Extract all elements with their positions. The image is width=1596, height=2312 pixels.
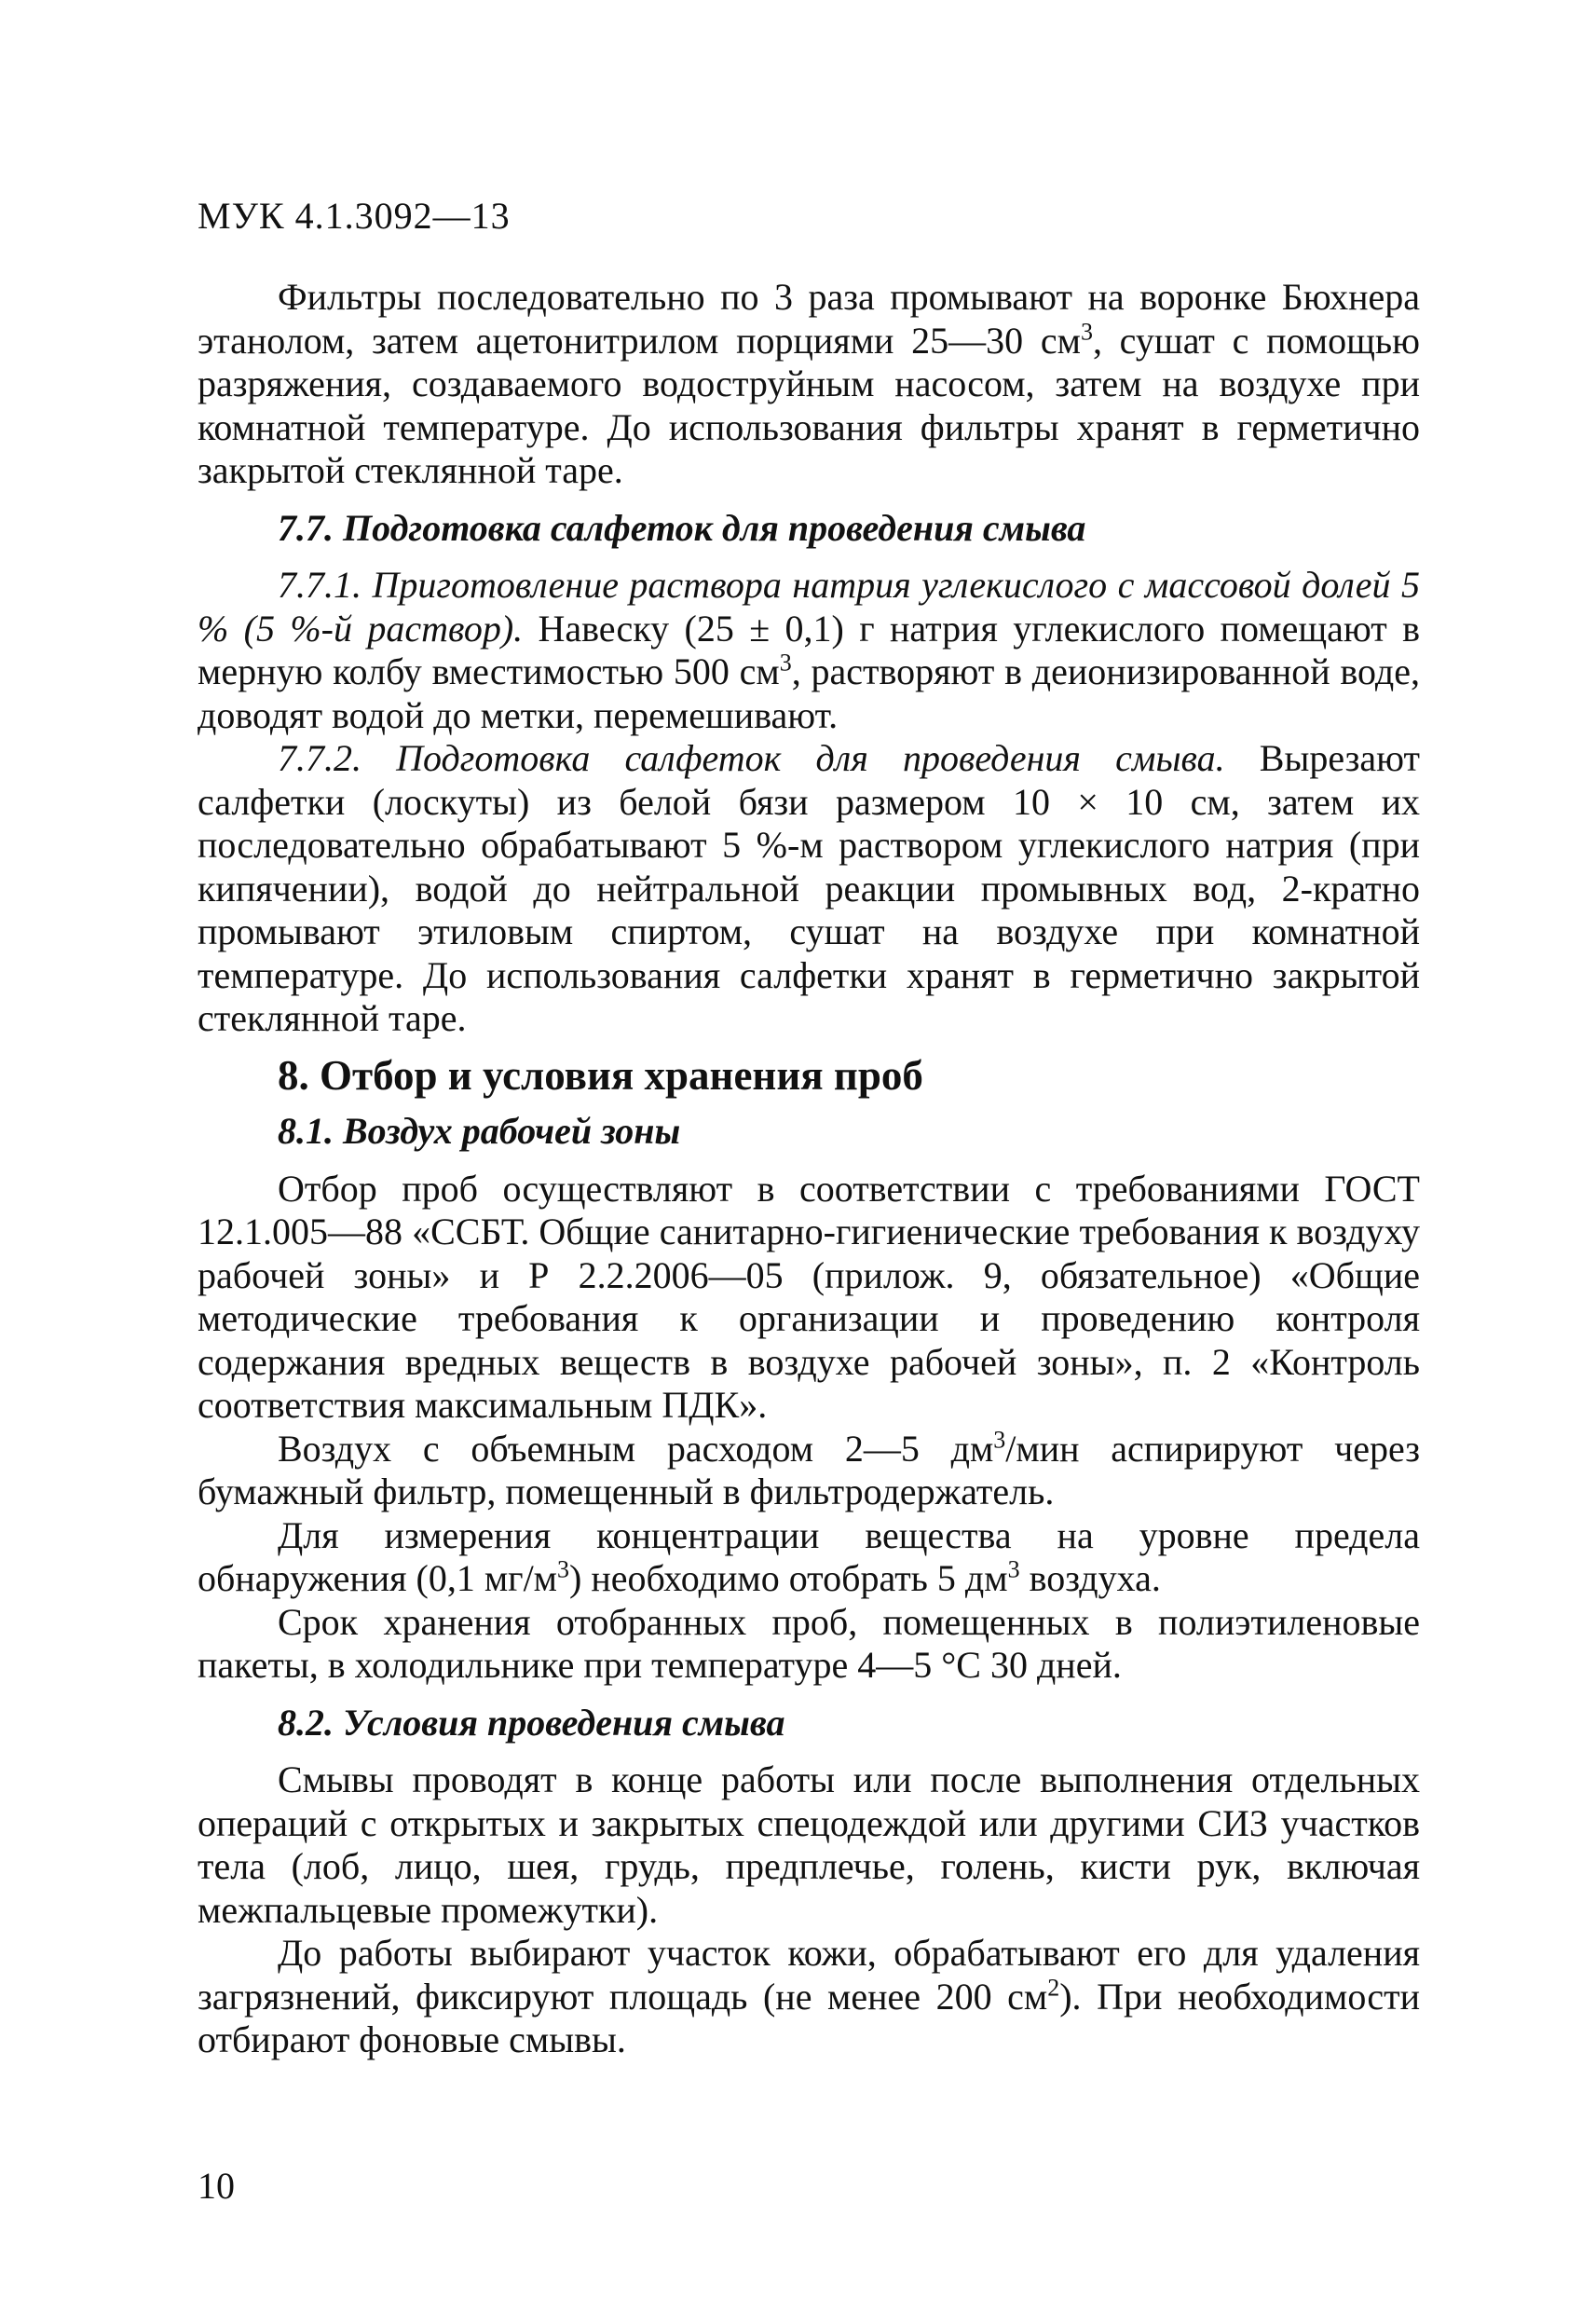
page-number: 10 (198, 2165, 235, 2207)
paragraph-8-2-washes: Смывы проводят в конце работы или после выполнения отдельных операций с открытых и закрытых спецодеждой или другими СИЗ участков тела (лоб, лицо, шея, грудь, предплечье, голень, кисти рук, включая межпальцевые промежутки). (198, 1758, 1420, 1931)
document-header: МУК 4.1.3092—13 (198, 195, 511, 237)
section-heading-8: 8. Отбор и условия хранения проб (278, 1051, 923, 1099)
paragraph-8-2-skin-area: До работы выбирают участок кожи, обрабатывают его для удаления загрязнений, фиксируют площадь (не менее 200 $см^2$). При необходимости отбирают фоновые смывы. (198, 1932, 1421, 2060)
subsection-heading-7-7: 7.7. Подготовка салфеток для проведения смыва (278, 506, 1086, 549)
document-body (198, 276, 1420, 2062)
paragraph-7-7-1: 7.7.1. Приготовление раствора натрия углекислого с массовой долей 5 % (5 %-й раствор). Навеску (25 ± 0,1) г натрия углекислого помещают в мерную колбу вместимостью 500 $см^3$, растворяют в деионизированной воде, доводят водой до метки, перемешивают. (198, 564, 1420, 736)
paragraph-filters: Фильтры последовательно по 3 раза промывают на воронке Бюхнера этанолом, затем ацетонитрилом порциями 25—30 $см^3$, сушат с помощью разряжения, создаваемого водоструйным насосом, затем на воздухе при комнатной температуре. До использования фильтры хранят в герметично закрытой стеклянной таре. (198, 276, 1420, 491)
paragraph-7-7-2: 7.7.2. Подготовка салфеток для проведения смыва. Вырезают салфетки (лоскуты) из белой бязи размером 10 × 10 см, затем их последовательно обрабатывают 5 %-м раствором углекислого натрия (при кипячении), водой до нейтральной реакции промывных вод, 2-кратно промывают этиловым спиртом, сушат на воздухе при комнатной температуре. До использования салфетки хранят в герметично закрытой стеклянной таре. (198, 737, 1420, 1039)
paragraph-8-1-air-flow: Воздух с объемным расходом 2—5 $дм^3$/мин аспирируют через бумажный фильтр, помещенный в фильтродержатель. (198, 1426, 1421, 1512)
paragraph-8-1-sampling: Отбор проб осуществляют в соответствии с требованиями ГОСТ 12.1.005—88 «ССБТ. Общие санитарно-гигиенические требования к воздуху рабочей зоны» и Р 2.2.2006—05 (прилож. 9, обязательное) «Общие методические требования к организации и проведению контроля содержания вредных веществ в воздухе рабочей зоны», п. 2 «Контроль соответствия максимальным ПДК». (198, 1167, 1420, 1426)
paragraph-8-1-detection-limit: Для измерения концентрации вещества на уровне предела обнаружения (0,1 $мг/м^3$) необходимо отобрать 5 $дм^3$ воздуха. (198, 1513, 1420, 1599)
paragraph-8-1-storage: Срок хранения отобранных проб, помещенных в полиэтиленовые пакеты, в холодильнике при температуре 4—5 °С 30 дней. (198, 1600, 1420, 1686)
subsection-heading-8-2: 8.2. Условия проведения смыва (278, 1701, 785, 1744)
subsection-heading-8-1: 8.1. Воздух рабочей зоны (278, 1110, 681, 1152)
